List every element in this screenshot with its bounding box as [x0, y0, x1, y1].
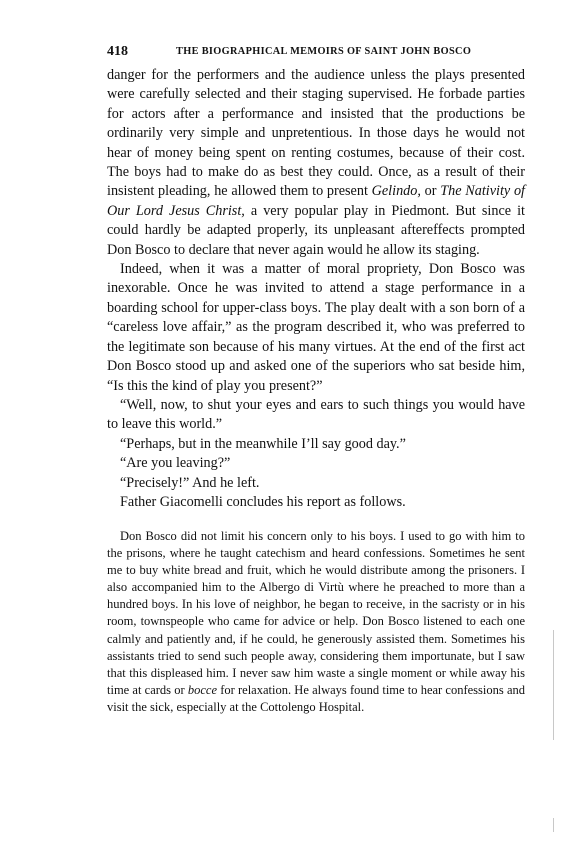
paragraph-1-text-b: or	[420, 183, 441, 200]
paragraph-2: Indeed, when it was a matter of moral propriety, Don Bosco was inexorable. Once he was invited to attend a stage performance in a boarding school for upper-class boys. The play dealt with a son born of a “careless love affair,” as the program described it, who was preferred to the legitimate son because of his many virtues. At the end of the first act Don Bosco stood up and asked one of the superiors who sat beside him, “Is this the kind of play you present?”	[107, 261, 525, 394]
play-title-gelindo: Gelindo,	[371, 183, 421, 200]
paragraph-6: “Precisely!” And he left.	[120, 474, 260, 491]
scan-edge-mark	[553, 630, 554, 740]
body-text	[107, 66, 525, 512]
running-title: THE BIOGRAPHICAL MEMOIRS OF SAINT JOHN BOSCO	[176, 46, 472, 57]
extract-italic-bocce: bocce	[187, 682, 217, 697]
page-number: 418	[107, 44, 128, 59]
scan-edge-mark	[553, 818, 554, 832]
running-head	[107, 44, 527, 62]
paragraph-1	[107, 66, 525, 260]
paragraph-5: “Are you leaving?”	[120, 455, 231, 472]
extract-paragraph	[107, 528, 525, 716]
paragraph-3: “Well, now, to shut your eyes and ears to such things you would have to leave this world.”	[107, 396, 525, 433]
extract-text-b: for relaxation. He always found time to hear confessions and visit the sick, especially at the Cottolengo Hospital.	[107, 682, 525, 714]
paragraph-7: Father Giacomelli concludes his report as follows.	[120, 493, 406, 510]
extract-text-a: Don Bosco did not limit his concern only to his boys. I used to go with him to the prisons, where he taught catechism and heard confessions. Sometimes he sent me to buy white bread and fruit, which he would distribute among the prisoners. I also accompanied him to the Albergo di Virtù where he preached to more than a hundred boys. In his love of neighbor, he began to receive, in the sacristy or in his room, townspeople who came for advice or help. Don Bosco listened to each one calmly and patiently and, if he could, he generously assisted them. Sometimes his assistants tried to send such people away, considering them importunate, but I saw that this displeased him. I never saw him waste a single moment or while away his time at cards or	[107, 529, 525, 697]
paragraph-1-text-c: a very popular play in Piedmont. But since it could hardly be adapted properly, its unpleasant aftereffects prompted Don Bosco to declare that never again would he allow its staging.	[107, 202, 525, 258]
play-title-nativity: The Nativity of Our Lord Jesus Christ,	[107, 183, 525, 219]
paragraph-4: “Perhaps, but in the meanwhile I’ll say good day.”	[120, 435, 406, 452]
quoted-extract	[107, 528, 525, 716]
paragraph-1-text-a: danger for the performers and the audience unless the plays presented were carefully selected and their staging supervised. He forbade parties for actors after a performance and insisted that the productions be ordinarily very simple and unpretentious. In those days he would not hear of money being spent on renting costumes, because of their cost. The boys had to make do as best they could. Once, as a result of their insistent pleading, he allowed them to present	[107, 67, 525, 200]
